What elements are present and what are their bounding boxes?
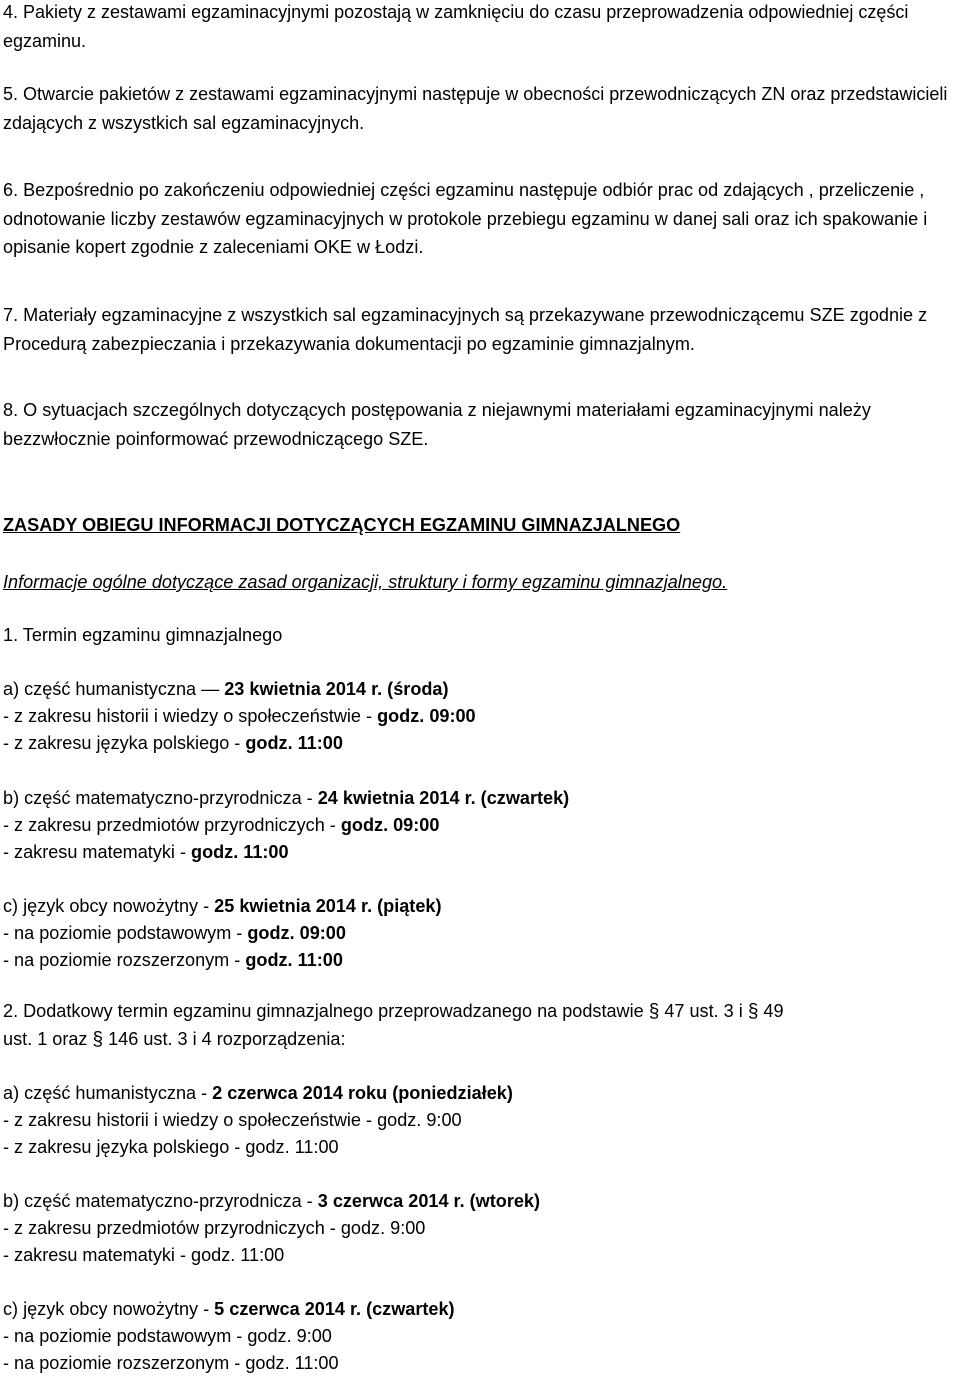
term2-b2: - zakresu matematyki - godz. 11:00 bbox=[3, 1245, 285, 1265]
item-6: 6. Bezpośrednio po zakończeniu odpowiedniej części egzaminu następuje odbiór prac od zdających , przeliczenie , odnotowanie liczby zestawów egzaminacyjnych w protokole przebiegu egzaminu w danej sali oraz ich spakowanie i opisanie kopert zgodnie z zaleceniami OKE w Łodzi. bbox=[3, 180, 928, 258]
term1-a2-time: godz. 11:00 bbox=[245, 733, 343, 753]
term2-b bbox=[3, 1188, 540, 1215]
section-heading: ZASADY OBIEGU INFORMACJI DOTYCZĄCYCH EGZAMINU GIMNAZJALNEGO bbox=[3, 515, 681, 535]
term1-c1-time: godz. 09:00 bbox=[247, 923, 346, 943]
term2-a2: - z zakresu języka polskiego - godz. 11:00 bbox=[3, 1137, 339, 1157]
paragraph-sign: § bbox=[92, 1029, 104, 1050]
item-8: 8. O sytuacjach szczególnych dotyczących postępowania z niejawnymi materiałami egzaminacyjnymi należy bezzwłocznie poinformować przewodniczącego SZE. bbox=[3, 400, 871, 449]
item-7: 7. Materiały egzaminacyjne z wszystkich sal egzaminacyjnych są przekazywane przewodniczącemu SZE zgodnie z Procedurą zabezpieczania i przekazywania dokumentacji po egzaminie gimnazjalnym. bbox=[3, 305, 928, 354]
term1-c1-label: - na poziomie podstawowym - bbox=[3, 923, 248, 943]
term1-b-date: 24 kwietnia 2014 r. (czwartek) bbox=[317, 788, 570, 808]
term2-title-ref: ust. 1 oraz bbox=[3, 1029, 93, 1049]
term2-title-text: 2. Dodatkowy termin egzaminu gimnazjalnego przeprowadzanego na podstawie bbox=[3, 1001, 649, 1021]
term1-b1-time: godz. 09:00 bbox=[340, 815, 440, 835]
term2-title-ref: 47 ust. 3 i bbox=[659, 1001, 748, 1021]
term1-title: 1. Termin egzaminu gimnazjalnego bbox=[3, 625, 283, 645]
term1-a-date: 23 kwietnia 2014 r. (środa) bbox=[224, 679, 449, 699]
term1-b1-label: - z zakresu przedmiotów przyrodniczych - bbox=[3, 815, 341, 835]
term1-b1 bbox=[3, 812, 439, 839]
paragraph-sign: § bbox=[648, 1001, 660, 1022]
term1-b-label: b) część matematyczno-przyrodnicza - bbox=[3, 788, 318, 808]
term2-a-label: a) część humanistyczna - bbox=[3, 1083, 213, 1103]
term2-title-ref: 49 bbox=[758, 1001, 784, 1021]
term2-b1: - z zakresu przedmiotów przyrodniczych - godz. 9:00 bbox=[3, 1218, 426, 1238]
term1-a1-label: - z zakresu historii i wiedzy o społeczeństwie - bbox=[3, 706, 378, 726]
paragraph-sign: § bbox=[747, 1001, 759, 1022]
term1-c1 bbox=[3, 920, 346, 947]
term1-b2-label: - zakresu matematyki - bbox=[3, 842, 192, 862]
term1-c2 bbox=[3, 947, 343, 974]
term2-a1: - z zakresu historii i wiedzy o społeczeństwie - godz. 9:00 bbox=[3, 1110, 462, 1130]
term1-b2-time: godz. 11:00 bbox=[191, 842, 289, 862]
term1-c-date: 25 kwietnia 2014 r. (piątek) bbox=[214, 896, 442, 916]
term2-b-date: 3 czerwca 2014 r. (wtorek) bbox=[317, 1191, 541, 1211]
term2-c bbox=[3, 1296, 455, 1323]
term2-title-ref: 146 ust. 3 i 4 rozporządzenia: bbox=[103, 1029, 346, 1049]
term2-c-date: 5 czerwca 2014 r. (czwartek) bbox=[214, 1299, 455, 1319]
term1-c2-label: - na poziomie rozszerzonym - bbox=[3, 950, 246, 970]
term1-a1 bbox=[3, 703, 476, 730]
term1-a2-label: - z zakresu języka polskiego - bbox=[3, 733, 246, 753]
term2-c-label: c) język obcy nowożytny - bbox=[3, 1299, 215, 1319]
item-4: 4. Pakiety z zestawami egzaminacyjnymi pozostają w zamknięciu do czasu przeprowadzenia odpowiedniej części egzaminu. bbox=[3, 2, 909, 51]
item-5: 5. Otwarcie pakietów z zestawami egzaminacyjnymi następuje w obecności przewodniczących ZN oraz przedstawicieli zdających z wszystkich sal egzaminacyjnych. bbox=[3, 84, 948, 133]
section-subheading: Informacje ogólne dotyczące zasad organizacji, struktury i formy egzaminu gimnazjalnego. bbox=[3, 572, 728, 592]
term1-a1-time: godz. 09:00 bbox=[377, 706, 476, 726]
term1-a-label: a) część humanistyczna — bbox=[3, 679, 225, 699]
term1-a bbox=[3, 676, 449, 703]
term1-a2 bbox=[3, 730, 343, 757]
term1-b bbox=[3, 785, 569, 812]
term2-title-line1 bbox=[3, 998, 784, 1025]
term2-title-line2 bbox=[3, 1026, 346, 1053]
term1-c bbox=[3, 893, 441, 920]
term2-c2: - na poziomie rozszerzonym - godz. 11:00 bbox=[3, 1353, 339, 1373]
term1-c2-time: godz. 11:00 bbox=[245, 950, 343, 970]
term2-a bbox=[3, 1080, 513, 1107]
term2-c1: - na poziomie podstawowym - godz. 9:00 bbox=[3, 1326, 332, 1346]
term2-b-label: b) część matematyczno-przyrodnicza - bbox=[3, 1191, 318, 1211]
term1-b2 bbox=[3, 839, 289, 866]
term1-c-label: c) język obcy nowożytny - bbox=[3, 896, 215, 916]
term2-a-date: 2 czerwca 2014 roku (poniedziałek) bbox=[212, 1083, 513, 1103]
